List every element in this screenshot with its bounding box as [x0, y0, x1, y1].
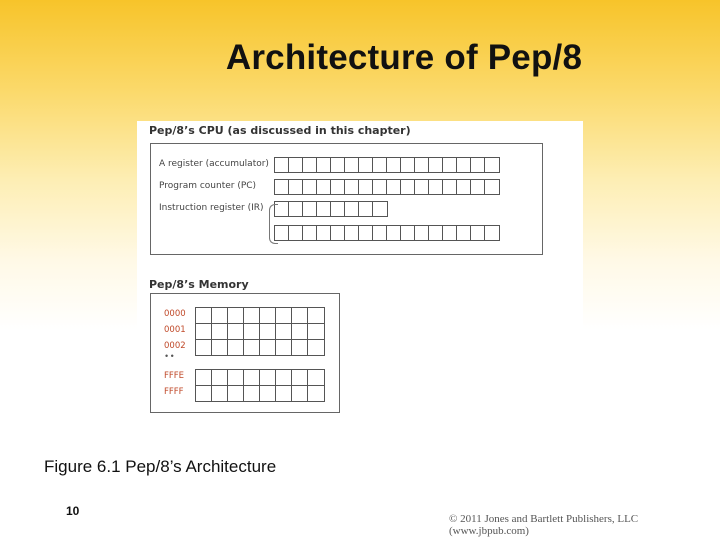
memory-bit-cell [244, 308, 260, 323]
memory-grid-top [195, 307, 325, 356]
register-bit-cell [359, 180, 373, 194]
register-bit-cell [429, 158, 443, 172]
register-bit-cell [457, 226, 471, 240]
instruction-register-cells [274, 201, 388, 217]
memory-bit-cell [196, 370, 212, 385]
register-bit-cell [415, 226, 429, 240]
register-bit-cell [275, 158, 289, 172]
register-bit-cell [429, 180, 443, 194]
figure-caption: Figure 6.1 Pep/8’s Architecture [44, 457, 277, 476]
register-bit-cell [485, 226, 499, 240]
cpu-box [150, 143, 543, 255]
memory-bit-cell [308, 370, 324, 385]
slide-title: Architecture of Pep/8 [225, 38, 583, 77]
memory-bit-cell [196, 386, 212, 401]
register-bit-cell [345, 226, 359, 240]
memory-title: Pep/8’s Memory [149, 278, 249, 291]
memory-address-0: 0000 [164, 309, 186, 319]
memory-ellipsis: • • [165, 351, 174, 361]
memory-bit-cell [212, 308, 228, 323]
register-bit-cell [373, 158, 387, 172]
register-bit-cell [289, 180, 303, 194]
register-bit-cell [303, 158, 317, 172]
register-bit-cell [317, 202, 331, 216]
register-bit-cell [457, 180, 471, 194]
program-counter-cells [274, 179, 500, 195]
memory-row [195, 385, 325, 402]
memory-bit-cell [196, 324, 212, 339]
a-register-cells [274, 157, 500, 173]
register-bit-cell [443, 180, 457, 194]
program-counter-label: Program counter (PC) [159, 181, 257, 191]
register-bit-cell [331, 226, 345, 240]
memory-bit-cell [244, 340, 260, 355]
memory-address-4: FFFF [164, 387, 184, 397]
memory-bit-cell [292, 340, 308, 355]
register-bit-cell [345, 202, 359, 216]
register-bit-cell [317, 226, 331, 240]
memory-bit-cell [212, 324, 228, 339]
memory-bit-cell [196, 340, 212, 355]
register-bit-cell [387, 226, 401, 240]
memory-bit-cell [260, 370, 276, 385]
register-bit-cell [359, 226, 373, 240]
register-bit-cell [373, 202, 387, 216]
memory-box [150, 293, 340, 413]
register-bit-cell [317, 180, 331, 194]
register-bit-cell [373, 226, 387, 240]
memory-bit-cell [292, 386, 308, 401]
memory-bit-cell [244, 324, 260, 339]
memory-bit-cell [276, 340, 292, 355]
register-bit-cell [289, 226, 303, 240]
instruction-register-extended-cells [274, 225, 500, 241]
register-bit-cell [317, 158, 331, 172]
memory-bit-cell [260, 308, 276, 323]
register-bit-cell [415, 180, 429, 194]
register-bit-cell [401, 158, 415, 172]
memory-bit-cell [196, 308, 212, 323]
memory-bit-cell [244, 386, 260, 401]
register-bit-cell [443, 158, 457, 172]
memory-row [195, 323, 325, 340]
memory-bit-cell [228, 308, 244, 323]
memory-bit-cell [276, 386, 292, 401]
memory-bit-cell [228, 386, 244, 401]
register-bit-cell [373, 180, 387, 194]
register-bit-cell [289, 202, 303, 216]
memory-row [195, 339, 325, 356]
register-bit-cell [345, 158, 359, 172]
memory-address-1: 0001 [164, 325, 186, 335]
memory-address-3: FFFE [164, 371, 185, 381]
register-bit-cell [275, 180, 289, 194]
register-bit-cell [471, 180, 485, 194]
register-bit-cell [303, 202, 317, 216]
register-bit-cell [401, 180, 415, 194]
memory-bit-cell [228, 340, 244, 355]
register-bit-cell [443, 226, 457, 240]
memory-bit-cell [228, 370, 244, 385]
instruction-register-label: Instruction register (IR) [159, 203, 264, 213]
register-bit-cell [331, 180, 345, 194]
register-bit-cell [345, 180, 359, 194]
register-bit-cell [387, 180, 401, 194]
memory-bit-cell [308, 386, 324, 401]
memory-bit-cell [212, 340, 228, 355]
a-register-label: A register (accumulator) [159, 159, 269, 169]
register-bit-cell [387, 158, 401, 172]
memory-bit-cell [308, 308, 324, 323]
register-bit-cell [275, 226, 289, 240]
memory-bit-cell [244, 370, 260, 385]
memory-bit-cell [260, 340, 276, 355]
memory-row [195, 307, 325, 324]
memory-bit-cell [276, 308, 292, 323]
register-bit-cell [471, 226, 485, 240]
memory-bit-cell [260, 324, 276, 339]
memory-bit-cell [292, 308, 308, 323]
memory-grid-bottom [195, 369, 325, 402]
register-bit-cell [331, 158, 345, 172]
memory-bit-cell [212, 386, 228, 401]
memory-bit-cell [292, 370, 308, 385]
register-bit-cell [429, 226, 443, 240]
memory-bit-cell [308, 324, 324, 339]
register-bit-cell [289, 158, 303, 172]
memory-bit-cell [308, 340, 324, 355]
memory-bit-cell [276, 324, 292, 339]
register-bit-cell [303, 226, 317, 240]
cpu-title: Pep/8’s CPU (as discussed in this chapter) [149, 124, 411, 137]
register-bit-cell [471, 158, 485, 172]
register-bit-cell [415, 158, 429, 172]
memory-bit-cell [228, 324, 244, 339]
register-bit-cell [401, 226, 415, 240]
page-number: 10 [66, 504, 80, 518]
register-bit-cell [485, 158, 499, 172]
copyright-notice: © 2011 Jones and Bartlett Publishers, LLC (www.jbpub.com) [449, 513, 639, 537]
memory-bit-cell [260, 386, 276, 401]
register-bit-cell [303, 180, 317, 194]
register-bit-cell [359, 202, 373, 216]
pep8-architecture-figure [137, 121, 583, 413]
memory-row [195, 369, 325, 386]
memory-bit-cell [212, 370, 228, 385]
memory-bit-cell [292, 324, 308, 339]
memory-address-2: 0002 [164, 341, 186, 351]
register-bit-cell [485, 180, 499, 194]
memory-bit-cell [276, 370, 292, 385]
register-bit-cell [331, 202, 345, 216]
register-bit-cell [359, 158, 373, 172]
register-bit-cell [457, 158, 471, 172]
